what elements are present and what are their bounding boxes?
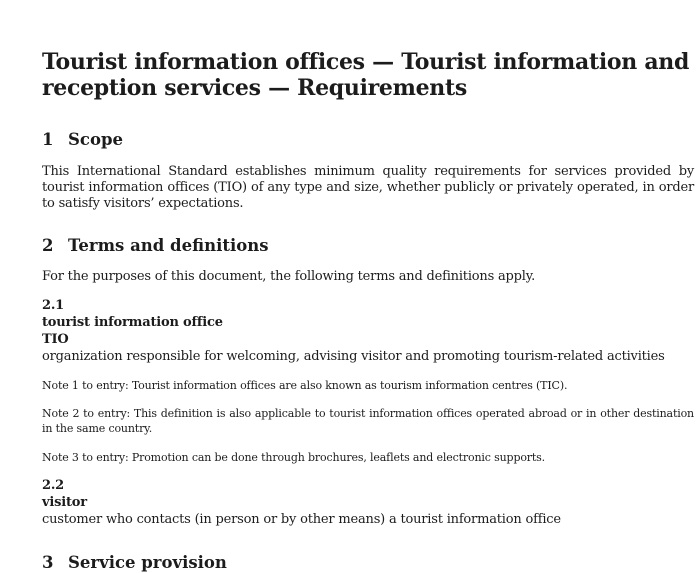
document-title: Tourist information offices — Tourist information and reception services — Requirements — [42, 49, 690, 101]
term-number: 2.1 — [42, 298, 65, 313]
clause-2-heading — [42, 236, 269, 256]
clause-3-number: 3 — [42, 553, 54, 572]
clause-1-heading — [42, 130, 123, 150]
clause-1-title: Scope — [68, 130, 124, 149]
note-2: Note 2 to entry: This definition is also applicable to tourist information offices operated abroad or in other destination in the same country. — [42, 407, 694, 435]
term-entry-2-2 — [42, 477, 694, 528]
term-name: visitor — [42, 495, 87, 510]
term-name: tourist information office — [42, 315, 223, 330]
clause-1-number: 1 — [42, 130, 54, 149]
term-definition: organization responsible for welcoming, advising visitor and promoting tourism-related activities — [42, 349, 665, 364]
term-entry-2-1 — [42, 297, 694, 365]
scope-paragraph: This International Standard establishes minimum quality requirements for services provided by tourist information offices (TIO) of any type and size, whether publicly or privately operated, in order to satisfy visitors’ expectations. — [42, 164, 694, 211]
term-number: 2.2 — [42, 478, 65, 493]
note-3: Note 3 to entry: Promotion can be done through brochures, leaflets and electronic supports. — [42, 451, 546, 464]
clause-3-heading — [42, 553, 227, 573]
terms-intro-paragraph: For the purposes of this document, the following terms and definitions apply. — [42, 269, 536, 284]
clause-2-number: 2 — [42, 236, 54, 255]
note-1: Note 1 to entry: Tourist information offices are also known as tourism information centres (TIC). — [42, 379, 568, 392]
clause-3-title: Service provision — [68, 553, 227, 572]
term-definition: customer who contacts (in person or by other means) a tourist information office — [42, 512, 561, 527]
clause-2-title: Terms and definitions — [68, 236, 269, 255]
term-abbreviation: TIO — [42, 332, 69, 347]
